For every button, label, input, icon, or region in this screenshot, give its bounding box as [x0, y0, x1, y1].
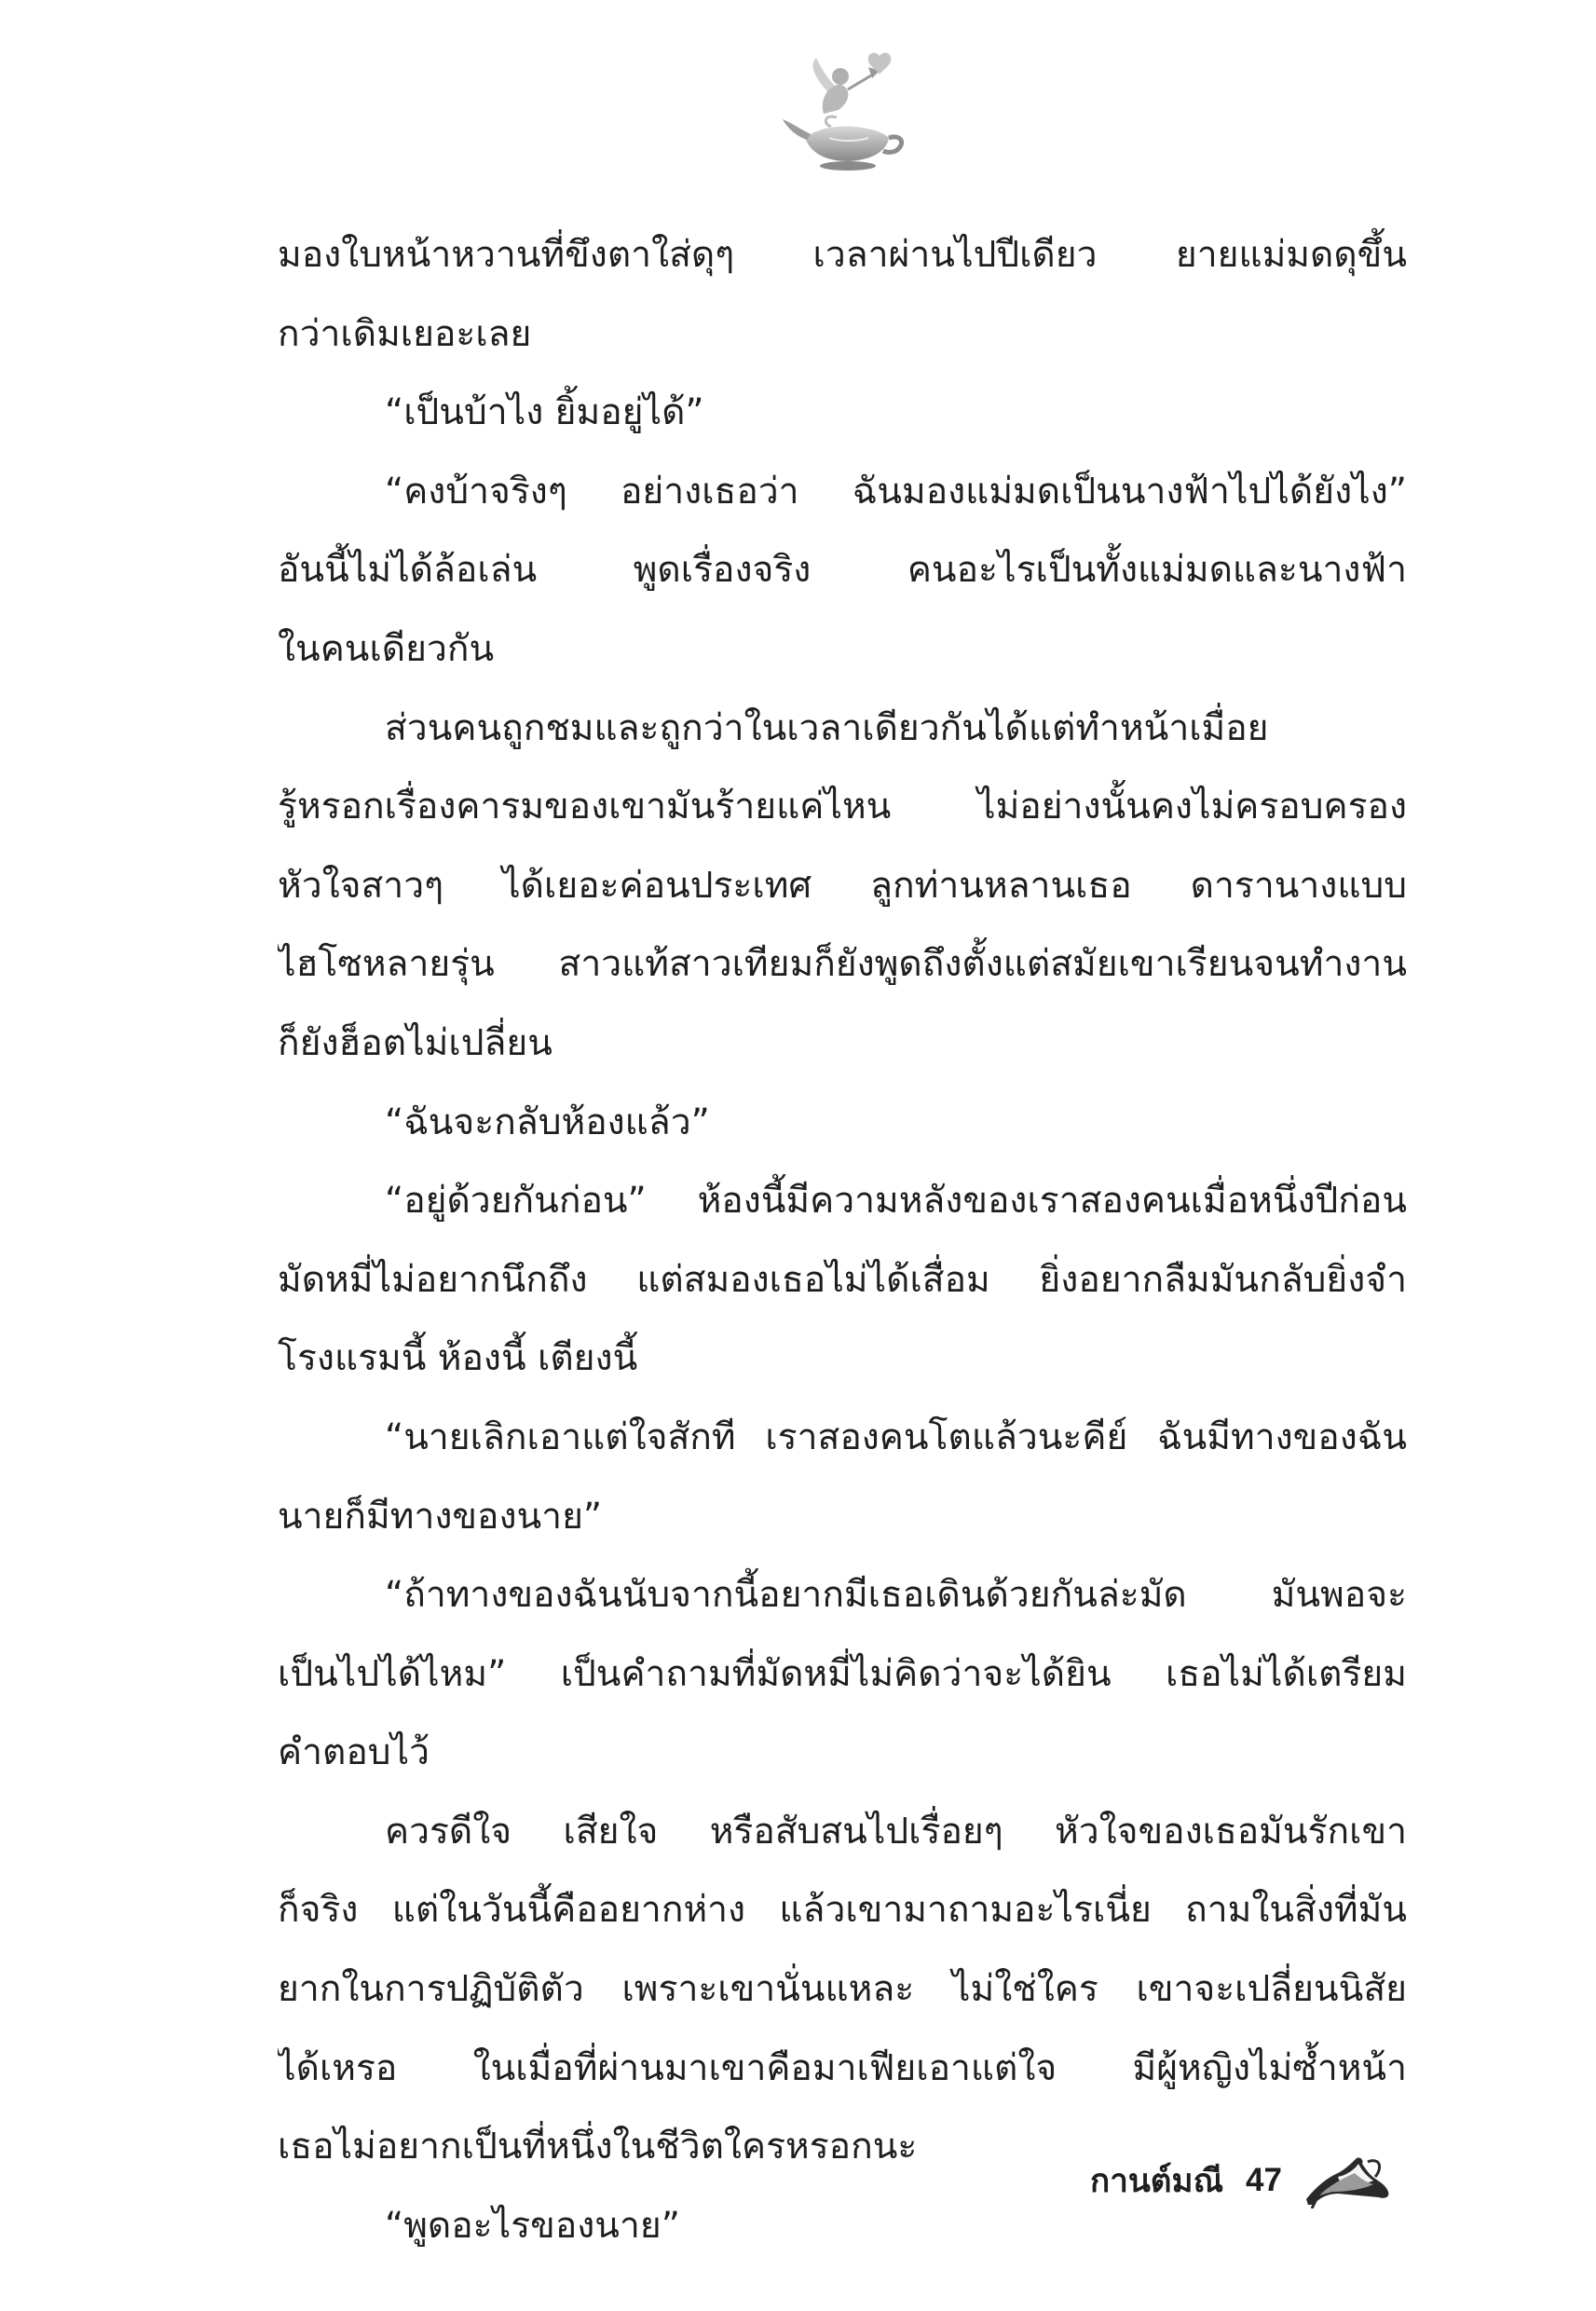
book-title: กานต์มณี: [1090, 2162, 1224, 2200]
text-line: ไฮโซหลายรุ่น สาวแท้สาวเทียมก็ยังพูดถึงตั้งแต่สมัยเขาเรียนจนทำงาน: [278, 943, 1407, 986]
text-line: “นายเลิกเอาแต่ใจสักที เราสองคนโตแล้วนะคีย์ ฉันมีทางของฉัน: [385, 1415, 1407, 1458]
text-line: มองใบหน้าหวานที่ขึงตาใส่ดุๆ เวลาผ่านไปปีเดียว ยายแม่มดดุขึ้น: [278, 234, 1407, 276]
text-line: โรงแรมนี้ ห้องนี้ เตียงนี้: [278, 1337, 638, 1380]
high-heel-shoes-icon: [1301, 2153, 1394, 2208]
text-line: “เป็นบ้าไง ยิ้มอยู่ได้”: [385, 391, 704, 434]
text-line: ส่วนคนถูกชมและถูกว่าในเวลาเดียวกันได้แต่ทำหน้าเมื่อย: [385, 706, 1269, 749]
text-line: ก็จริง แต่ในวันนี้คืออยากห่าง แล้วเขามาถามอะไรเนี่ย ถามในสิ่งที่มัน: [278, 1889, 1407, 1932]
text-line: “คงบ้าจริงๆ อย่างเธอว่า ฉันมองแม่มดเป็นนางฟ้าไปได้ยังไง”: [385, 470, 1407, 513]
text-line: เป็นไปได้ไหม” เป็นคำถามที่มัดหมี่ไม่คิดว่าจะได้ยิน เธอไม่ได้เตรียม: [278, 1652, 1407, 1695]
cupid-teapot-icon: [779, 48, 909, 174]
text-line: กว่าเดิมเยอะเลย: [278, 312, 532, 355]
text-line: ยากในการปฏิบัติตัว เพราะเขานั่นแหละ ไม่ใช่ใคร เขาจะเปลี่ยนนิสัย: [278, 1968, 1407, 2011]
text-line: “ถ้าทางของฉันนับจากนี้อยากมีเธอเดินด้วยกันล่ะมัด มันพอจะ: [385, 1574, 1407, 1617]
page-footer: [1090, 2153, 1394, 2208]
body-text: [278, 216, 1407, 2265]
page-number: 47: [1246, 2162, 1282, 2198]
text-line: ก็ยังฮ็อตไม่เปลี่ยน: [278, 1021, 552, 1064]
text-line: มัดหมี่ไม่อยากนึกถึง แต่สมองเธอไม่ได้เสื่อม ยิ่งอยากลืมมันกลับยิ่งจำ: [278, 1258, 1407, 1301]
text-line: ได้เหรอ ในเมื่อที่ผ่านมาเขาคือมาเฟียเอาแต่ใจ มีผู้หญิงไม่ซ้ำหน้า: [278, 2046, 1407, 2089]
text-line: ในคนเดียวกัน: [278, 627, 495, 670]
text-line: ควรดีใจ เสียใจ หรือสับสนไปเรื่อยๆ หัวใจของเธอมันรักเขา: [385, 1810, 1407, 1853]
text-line: “ฉันจะกลับห้องแล้ว”: [385, 1101, 710, 1143]
text-line: อันนี้ไม่ได้ล้อเล่น พูดเรื่องจริง คนอะไรเป็นทั้งแม่มดและนางฟ้า: [278, 549, 1407, 592]
text-line: รู้หรอกเรื่องคารมของเขามันร้ายแค่ไหน ไม่อย่างนั้นคงไม่ครอบครอง: [278, 786, 1407, 828]
text-line: เธอไม่อยากเป็นที่หนึ่งในชีวิตใครหรอกนะ: [278, 2126, 918, 2168]
text-line: หัวใจสาวๆ ได้เยอะค่อนประเทศ ลูกท่านหลานเธอ ดารานางแบบ: [278, 864, 1407, 907]
text-line: “อยู่ด้วยกันก่อน” ห้องนี้มีความหลังของเราสองคนเมื่อหนึ่งปีก่อน: [385, 1180, 1407, 1223]
text-line: นายก็มีทางของนาย”: [278, 1495, 603, 1538]
text-line: “พูดอะไรของนาย”: [385, 2204, 680, 2247]
text-line: คำตอบไว้: [278, 1731, 430, 1774]
